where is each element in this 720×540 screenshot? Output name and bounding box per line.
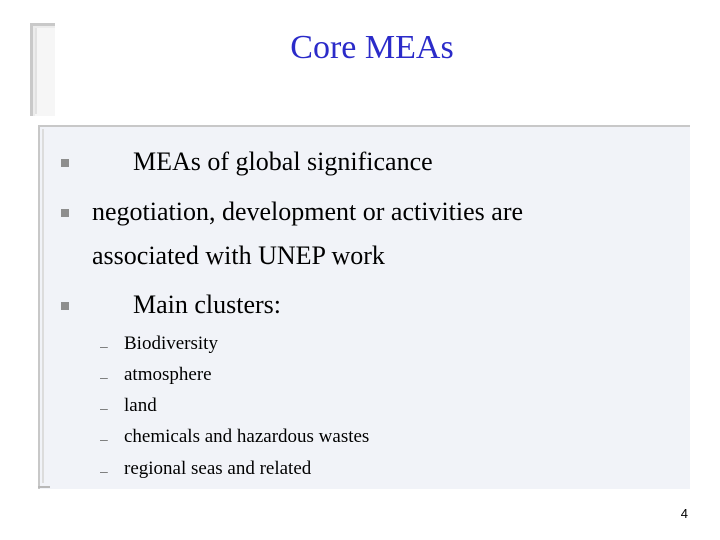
sub-item: atmosphere: [124, 364, 212, 385]
square-bullet-icon: [61, 302, 69, 310]
bullet-text: Main clusters:: [133, 290, 282, 319]
bullet-text-continuation: associated with UNEP work: [92, 241, 385, 270]
slide-title: Core MEAs: [290, 29, 454, 66]
bullet-text: negotiation, development or activities are: [92, 197, 524, 226]
dash-bullet-icon: –: [100, 338, 108, 354]
sub-item: chemicals and hazardous wastes: [124, 426, 370, 447]
dash-bullet-icon: –: [100, 369, 108, 385]
dash-bullet-icon: –: [100, 463, 108, 479]
dash-bullet-icon: –: [100, 400, 108, 416]
bullet-text: MEAs of global significance: [133, 147, 433, 176]
square-bullet-icon: [61, 209, 69, 217]
sub-item: land: [124, 395, 157, 416]
page-number: 4: [680, 506, 688, 521]
sub-item: Biodiversity: [124, 333, 218, 354]
panel-bottom-border: [38, 486, 50, 488]
dash-bullet-icon: –: [100, 431, 108, 447]
sub-item: regional seas and related: [124, 458, 312, 479]
square-bullet-icon: [61, 159, 69, 167]
panel-inner-border: [42, 129, 44, 483]
